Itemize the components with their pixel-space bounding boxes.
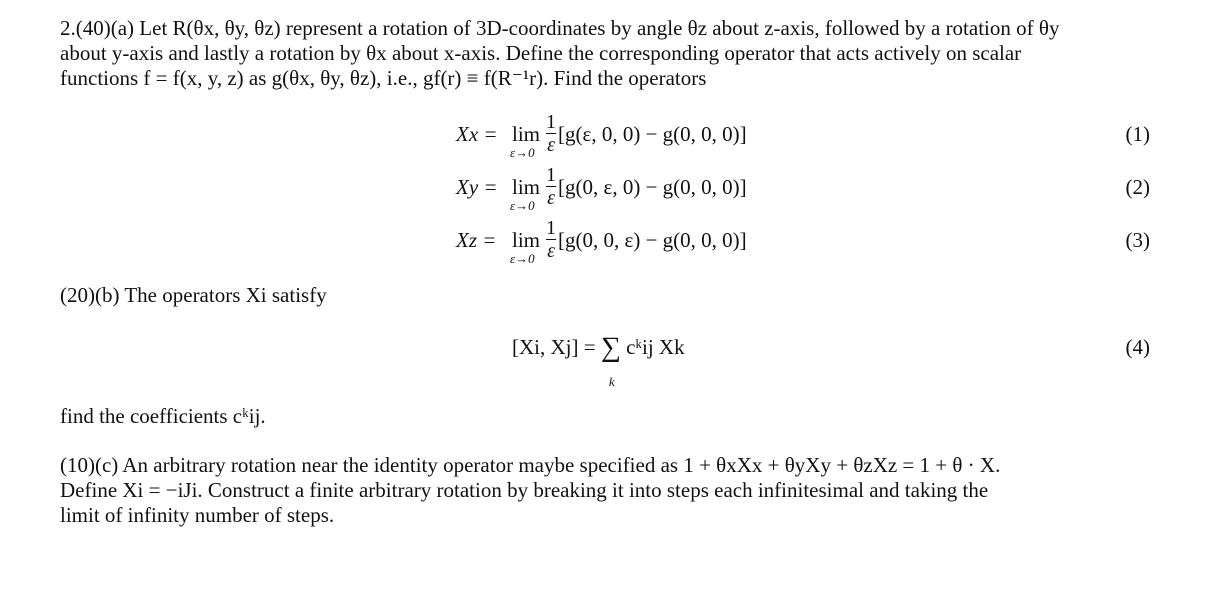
limit-operator: lim xyxy=(512,175,541,199)
fraction-numerator: 1 xyxy=(546,164,557,186)
equation-rhs: [g(ε, 0, 0) − g(0, 0, 0)] xyxy=(558,122,747,146)
part-c-line-1: (10)(c) An arbitrary rotation near the identity operator maybe specified as 1 + θxXx + θyXy + θzXz = 1 + θ · X. xyxy=(60,453,1001,477)
equation-number: (1) xyxy=(1125,122,1150,146)
equation-1 xyxy=(0,112,1210,165)
equation-2 xyxy=(0,165,1210,218)
part-a-line-1: 2.(40)(a) Let R(θx, θy, θz) represent a rotation of 3D-coordinates by angle θz about z-axis, followed by a rotation of θy xyxy=(60,16,1060,40)
part-a-text xyxy=(60,16,1152,91)
part-b-question: find the coefficients cᵏij. xyxy=(60,404,266,428)
equation-lhs: Xz = xyxy=(456,228,497,252)
equation-3 xyxy=(0,218,1210,271)
equation-number: (3) xyxy=(1125,228,1150,252)
fraction-numerator: 1 xyxy=(546,111,557,133)
equation-rhs: [g(0, 0, ε) − g(0, 0, 0)] xyxy=(558,228,747,252)
limit-operator: lim xyxy=(512,122,541,146)
limit-operator: lim xyxy=(512,228,541,252)
fraction-numerator: 1 xyxy=(546,217,557,239)
part-c-line-3: limit of infinity number of steps. xyxy=(60,503,335,527)
part-b-intro: (20)(b) The operators Xi satisfy xyxy=(60,283,327,307)
fraction xyxy=(546,112,556,155)
limit-subscript: ε→0 xyxy=(510,251,535,266)
part-a-line-3: functions f = f(x, y, z) as g(θx, θy, θz), i.e., gf(r) ≡ f(R⁻¹r). Find the operators xyxy=(60,66,707,90)
equation-4 xyxy=(0,330,1210,390)
summation-symbol: ∑ xyxy=(600,332,621,363)
equation-lhs: Xx = xyxy=(456,122,498,146)
fraction-denominator: ε xyxy=(547,187,555,209)
part-c-line-2: Define Xi = −iJi. Construct a finite arbitrary rotation by breaking it into steps each infinitesimal and taking the xyxy=(60,478,989,502)
operator-equations xyxy=(0,112,1210,271)
limit-subscript: ε→0 xyxy=(510,198,535,213)
limit-subscript: ε→0 xyxy=(510,145,535,160)
equation-lhs: Xy = xyxy=(456,175,498,199)
fraction-denominator: ε xyxy=(547,240,555,262)
commutator-rhs: cᵏij Xk xyxy=(626,335,685,359)
equation-number: (4) xyxy=(1125,335,1150,359)
equation-number: (2) xyxy=(1125,175,1150,199)
fraction xyxy=(546,165,556,208)
summation-index: k xyxy=(608,374,615,389)
part-a-line-2: about y-axis and lastly a rotation by θx about x-axis. Define the corresponding operator that acts actively on scalar xyxy=(60,41,1022,65)
equation-rhs: [g(0, ε, 0) − g(0, 0, 0)] xyxy=(558,175,747,199)
fraction-denominator: ε xyxy=(547,134,555,156)
fraction xyxy=(546,218,556,261)
commutator-lhs: [Xi, Xj] = xyxy=(512,335,596,359)
part-c-text xyxy=(60,453,1152,528)
